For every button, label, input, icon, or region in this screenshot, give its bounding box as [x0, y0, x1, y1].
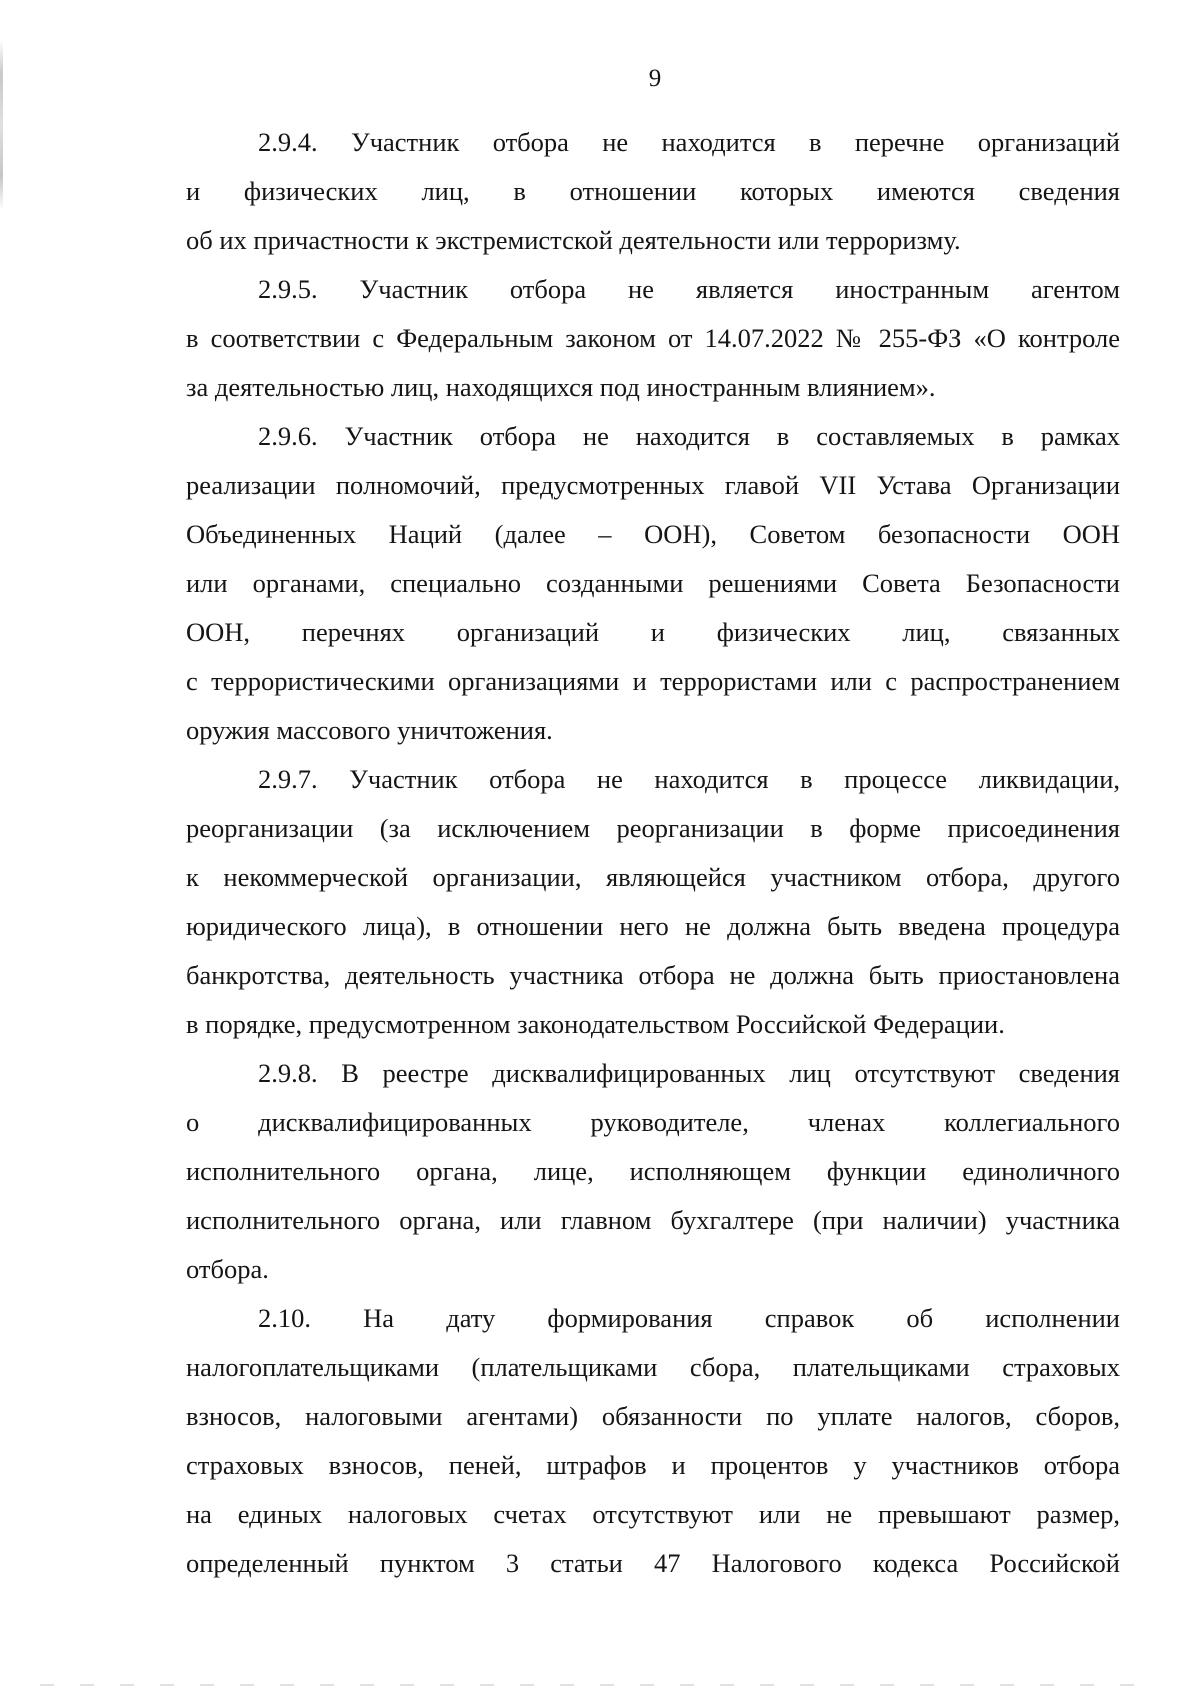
paragraph-line: исполнительного органа, лице, исполняющем функции единоличного	[186, 1156, 1120, 1186]
paragraph-line: или органами, специально созданными решениями Совета Безопасности	[186, 568, 1120, 598]
paragraph-line: определенный пунктом 3 статьи 47 Налогового кодекса Российской	[186, 1548, 1120, 1578]
paragraph-line: исполнительного органа, или главном бухгалтере (при наличии) участника	[186, 1205, 1120, 1235]
paragraph-line: с террористическими организациями и террористами или с распространением	[186, 666, 1120, 696]
paragraph-line: реализации полномочий, предусмотренных главой VII Устава Организации	[186, 470, 1120, 500]
paragraph-line: за деятельностью лиц, находящихся под иностранным влиянием».	[186, 372, 936, 402]
paragraph-line: 2.9.6. Участник отбора не находится в составляемых в рамках	[258, 421, 1120, 451]
page-number: 9	[648, 65, 662, 92]
paragraph-line: 2.9.4. Участник отбора не находится в перечне организаций	[258, 127, 1120, 157]
paragraph-line: оружия массового уничтожения.	[186, 715, 553, 745]
paragraph	[186, 118, 1120, 265]
paragraph-line: Объединенных Наций (далее – ООН), Советом безопасности ООН	[186, 519, 1120, 549]
document-body	[186, 118, 1120, 1588]
paragraph-line: ООН, перечнях организаций и физических лиц, связанных	[186, 617, 1120, 647]
paragraph-line: в порядке, предусмотренном законодательством Российской Федерации.	[186, 1009, 1005, 1039]
paragraph-line: об их причастности к экстремистской деятельности или терроризму.	[186, 225, 961, 255]
paragraph-line: банкротства, деятельность участника отбора не должна быть приостановлена	[186, 960, 1120, 990]
paragraph-line: 2.10. На дату формирования справок об исполнении	[258, 1303, 1120, 1333]
paragraph	[186, 755, 1120, 1049]
paragraph	[186, 412, 1120, 755]
paragraph-line: налогоплательщиками (плательщиками сбора, плательщиками страховых	[186, 1352, 1120, 1382]
paragraph-line: о дисквалифицированных руководителе, членах коллегиального	[186, 1107, 1120, 1137]
paragraph-line: взносов, налоговыми агентами) обязанности по уплате налогов, сборов,	[186, 1401, 1120, 1431]
paragraph-line: 2.9.5. Участник отбора не является иностранным агентом	[258, 274, 1120, 304]
paragraph	[186, 1294, 1120, 1588]
paragraph-line: и физических лиц, в отношении которых имеются сведения	[186, 176, 1120, 206]
paragraph-line: реорганизации (за исключением реорганизации в форме присоединения	[186, 813, 1120, 843]
paragraph-line: в соответствии с Федеральным законом от 14.07.2022 № 255-ФЗ «О контроле	[186, 323, 1120, 353]
paragraph	[186, 1049, 1120, 1294]
paragraph-line: юридического лица), в отношении него не должна быть введена процедура	[186, 911, 1120, 941]
paragraph-line: к некоммерческой организации, являющейся участником отбора, другого	[186, 862, 1120, 892]
paragraph-line: 2.9.7. Участник отбора не находится в процессе ликвидации,	[258, 764, 1120, 794]
scan-bottom-mark	[40, 1684, 1160, 1686]
paragraph-line: на единых налоговых счетах отсутствуют или не превышают размер,	[186, 1499, 1120, 1529]
paragraph-line: 2.9.8. В реестре дисквалифицированных лиц отсутствуют сведения	[258, 1058, 1120, 1088]
paragraph-line: страховых взносов, пеней, штрафов и процентов у участников отбора	[186, 1450, 1120, 1480]
paragraph-line: отбора.	[186, 1254, 269, 1284]
paragraph	[186, 265, 1120, 412]
